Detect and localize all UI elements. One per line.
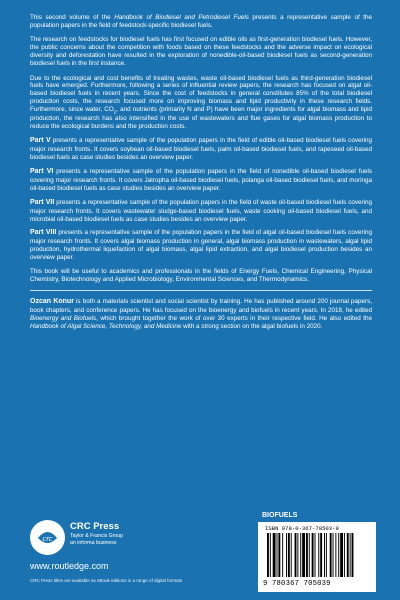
author-name: Ozcan Konur [30, 298, 74, 306]
part-viii-text: presents a representative sample of the population papers in the field of algal oil-based biodiesel fuels covering major research fronts. It covers algal biomass production in general, algal biomass production in wastewaters, algal lipid production, hydrothermal liquefaction of algal biomass, algal lipid extraction, and algal biodiesel production besides an overview paper. [30, 229, 372, 262]
author-bio-2: , which brought together the work of over 30 experts in their respective field. He also edited the [96, 315, 372, 323]
author-bio [30, 298, 372, 331]
handbook-title: Handbook of Biodiesel and Petrodiesel Fuels [114, 14, 249, 21]
intro-1-start: This second volume of the [30, 14, 115, 21]
isbn-text: ISBN 978-0-367-70503-9 [265, 525, 339, 532]
part-viii-paragraph [30, 229, 372, 262]
co2-subscript: 2 [113, 109, 117, 115]
part-vii-paragraph [30, 199, 372, 224]
publisher-group-line-1: Taylor & Francis Group [70, 533, 124, 539]
publisher-group-line-2: an informa business [70, 539, 117, 546]
publisher-website-link[interactable]: www.routledge.com [30, 561, 109, 571]
part-v-paragraph [30, 137, 372, 162]
category-label: BIOFUELS [262, 512, 298, 519]
intro-1-end: presents a representative sample of the population papers in the field of feedstock-specific biodiesel fuels. [30, 14, 372, 29]
part-vi-label: Part VI [30, 168, 54, 176]
intro-paragraph-3 [30, 75, 372, 131]
barcode-icon [265, 533, 369, 577]
divider [30, 290, 372, 291]
author-bio-1: is both a materials scientist and social scientist by training. He has published around 200 journal papers, book chapters, and conference papers. He has focused on the bioenergy and biofuels in recent years. In 2018, he edited [30, 298, 372, 315]
intro-paragraph-1 [30, 14, 372, 30]
author-book-2: Handbook of Algal Science, Technology, and Medicine [30, 323, 182, 331]
barcode-digits: 9 780367 705039 [263, 580, 331, 588]
intro-3-start: Due to the ecological and cost benefits of treating wastes, waste oil-based biodiesel fuels as third-generation biodiesel fuels have emerged. Furthermore, following a series of influential review papers, the research has focused on algal oil-based biodiesel fuels in recent years. Since the cost of feedstocks in general constitutes 85% of the total biodiesel production costs, the research focused more on improving biomass and lipid productivity in these research fields. Furthermore, since water, CO [30, 74, 372, 114]
author-book-1: Bioenergy and Biofuels [30, 315, 97, 323]
part-vii-text: presents a representative sample of the population papers in the field of waste oil-based biodiesel fuels covering major research fronts. It covers wastewater sludge-based biodiesel fuels, waste cooking oil-based biodiesel fuels, and microbial oil-based biodiesel fuels as case studies besides an overview paper. [30, 198, 372, 223]
part-v-text: presents a representative sample of the population papers in the field of edible oil-based biodiesel fuels covering major research fronts. It covers soybean oil-based biodiesel fuels, palm oil-based biodiesel fuels, and rapeseed oil-based biodiesel fuels as case studies besides an overview paper. [30, 137, 372, 162]
back-cover-text [30, 14, 372, 337]
crc-press-logo-icon [30, 520, 65, 555]
ebook-note: CRC Press titles are available as eBook editions in a range of digital formats [30, 578, 183, 583]
part-vi-text: presents a representative sample of the population papers in the field of nonedible oil-based biodiesel fuels covering major research fronts. It covers Jatropha oil-based biodiesel fuels, polanga oil-based biodiesel fuels, and moringa oil-based biodiesel fuels as case studies besides an overview paper. [30, 168, 372, 192]
intro-paragraph-2: The research on feedstocks for biodiesel fuels has first focused on edible oils as first-generation biodiesel fuels. However, the public concerns about the competition with foods based on these feedstocks and the adverse impact on ecological diversity and deforestation have resulted in the exploration of nonedible-oil-based biodiesel fuels as second-generation biodiesel fuels in the first instance. [30, 36, 372, 68]
publisher-name: CRC Press [70, 521, 120, 532]
part-vi-paragraph [30, 168, 372, 193]
audience-paragraph: This book will be useful to academics and professionals in the fields of Energy Fuels, Chemical Engineering, Physical Chemistry, Biotechnology and Applied Microbiology, Environmental Sciences, and Thermodynamics. [30, 268, 372, 283]
svg-text:crc: crc [42, 534, 53, 543]
publisher-group [70, 533, 123, 546]
intro-3-end: , and nutrients (primarily N and P) have been major ingredients for algal biomass and lipid production, the research has also intensified in the use of wastewaters and flue gases for algal biomass production to reduce the ecological burdens and the production costs. [30, 106, 372, 131]
part-vii-label: Part VII [30, 198, 55, 206]
author-bio-3: with a strong section on the algal biofuels in 2020. [181, 323, 323, 331]
part-viii-label: Part VIII [30, 229, 57, 237]
part-v-label: Part V [30, 137, 51, 145]
